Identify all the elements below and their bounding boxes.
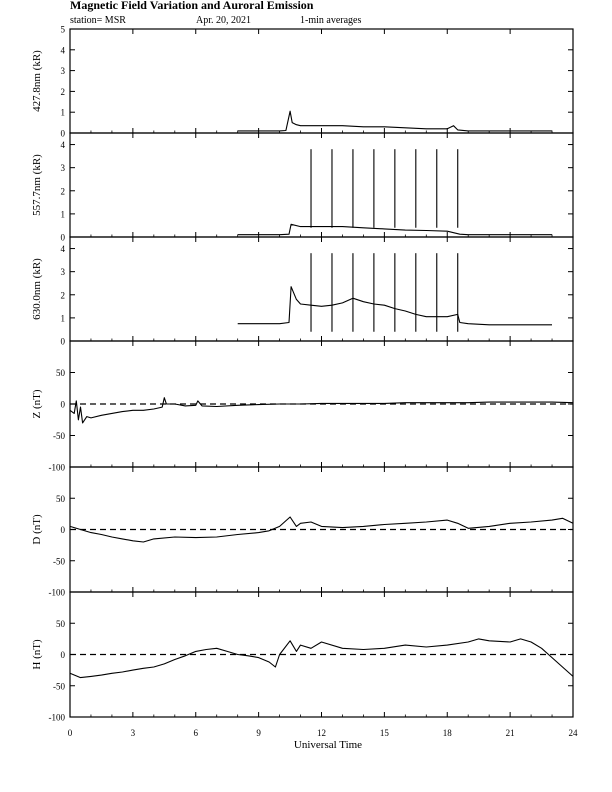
figure-title: Magnetic Field Variation and Auroral Emission [70, 0, 314, 12]
y-tick-label: 50 [56, 493, 65, 504]
y-tick-label: 5 [60, 24, 65, 35]
panel-5577 [31, 133, 573, 243]
y-axis-label: H (nT) [31, 639, 43, 670]
y-tick-label: -50 [53, 556, 65, 567]
x-tick-label: 9 [256, 728, 261, 738]
y-tick-label: 0 [60, 336, 65, 347]
x-tick-label: 18 [442, 728, 452, 738]
y-tick-label: -100 [48, 587, 65, 598]
y-tick-label: -50 [53, 681, 65, 692]
y-tick-label: 4 [60, 244, 65, 255]
x-tick-label: 24 [568, 728, 578, 738]
y-tick-label: 2 [60, 86, 65, 97]
y-tick-label: -50 [53, 431, 65, 441]
y-tick-label: 2 [60, 290, 65, 301]
y-tick-label: 0 [60, 399, 65, 410]
panel-h [31, 592, 573, 723]
panel-4278 [31, 25, 573, 139]
panel-z [31, 341, 573, 473]
y-axis-label: 630.0nm (kR) [31, 258, 43, 320]
y-tick-label: 3 [60, 66, 65, 77]
date-label: Apr. 20, 2021 [196, 15, 251, 26]
x-axis-label: Universal Time [293, 739, 363, 751]
y-tick-label: 50 [56, 368, 65, 378]
y-axis-label: Z (nT) [31, 389, 43, 419]
y-tick-label: 4 [60, 45, 65, 56]
panel-d [31, 467, 573, 598]
panel-frame [70, 29, 573, 133]
y-tick-label: 2 [60, 186, 65, 197]
y-tick-label: 1 [60, 107, 65, 118]
y-axis-label: 427.8nm (kR) [31, 50, 43, 112]
x-tick-label: 3 [130, 728, 136, 738]
panel-frame [70, 133, 573, 237]
x-tick-label: 12 [317, 728, 326, 738]
station-label: station= MSR [70, 15, 126, 26]
x-tick-label: 6 [193, 728, 198, 738]
y-axis-label: D (nT) [31, 514, 43, 545]
y-tick-label: 0 [60, 128, 65, 139]
y-tick-label: 0 [60, 525, 65, 535]
series-line [70, 398, 573, 423]
y-axis-label: 557.7nm (kR) [31, 154, 43, 216]
x-tick-label: 0 [67, 728, 73, 738]
series-line [238, 111, 552, 131]
y-tick-label: -100 [48, 712, 65, 723]
y-tick-label: 50 [56, 618, 65, 629]
y-tick-label: 0 [60, 232, 65, 243]
series-line [70, 639, 573, 678]
y-tick-label: 1 [60, 313, 65, 324]
x-tick-label: 21 [505, 728, 515, 738]
y-tick-label: -100 [48, 462, 65, 473]
averaging-label: 1-min averages [300, 15, 362, 26]
y-tick-label: 3 [60, 163, 65, 174]
y-tick-label: 3 [60, 267, 65, 278]
y-tick-label: 1 [60, 209, 65, 220]
panel-6300 [31, 237, 573, 347]
x-tick-label: 15 [379, 728, 389, 738]
x-axis-ticklabels [68, 728, 578, 738]
y-tick-label: 0 [60, 650, 65, 660]
y-tick-label: 4 [60, 140, 65, 151]
panel-frame [70, 237, 573, 341]
